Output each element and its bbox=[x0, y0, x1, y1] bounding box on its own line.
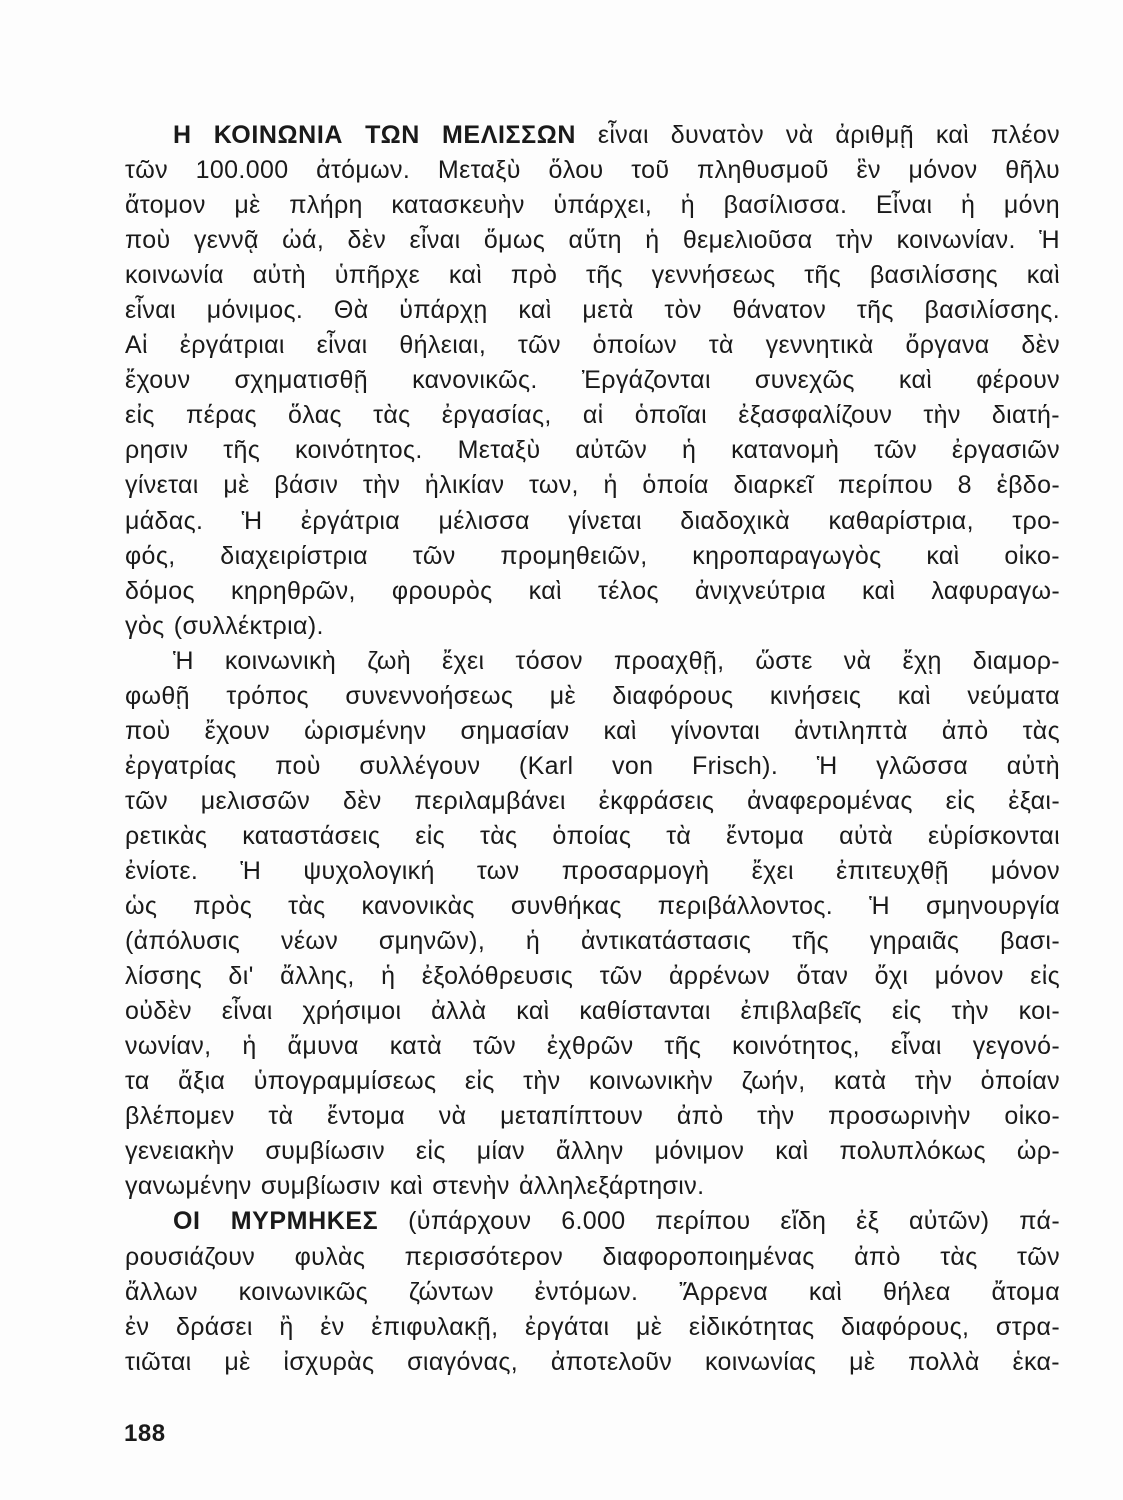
text-line: γίνεται μὲ βάσιν τὴν ἡλικίαν των, ἡ ὁποία διαρκεῖ περίπου 8 ἑβδο- bbox=[125, 471, 1060, 500]
text-line: ἐν δράσει ἢ ἐν ἐπιφυλακῇ, ἐργάται μὲ εἰδικότητας διαφόρους, στρα- bbox=[125, 1312, 1060, 1341]
text-line: ποὺ γεννᾷ ὠά, δὲν εἶναι ὅμως αὕτη ἡ θεμελιοῦσα τὴν κοινωνίαν. Ἡ bbox=[125, 226, 1060, 255]
page-number: 188 bbox=[124, 1420, 166, 1447]
text-line: μάδας. Ἡ ἐργάτρια μέλισσα γίνεται διαδοχικὰ καθαρίστρια, τρο- bbox=[125, 506, 1060, 535]
text-line: ἐργατρίας ποὺ συλλέγουν (Karl von Frisch). Ἡ γλῶσσα αὐτὴ bbox=[125, 751, 1060, 780]
text-line: ὡς πρὸς τὰς κανονικὰς συνθήκας περιβάλλοντος. Ἡ σμηνουργία bbox=[125, 892, 1060, 921]
text-line: γὸς (συλλέκτρια). bbox=[125, 611, 324, 640]
text-run: (ὑπάρχουν 6.000 περίπου εἴδη ἐξ αὐτῶν) πά- bbox=[378, 1207, 1060, 1236]
paragraph-bee-communication bbox=[125, 644, 1060, 1205]
text-line: νωνίαν, ἡ ἄμυνα κατὰ τῶν ἐχθρῶν τῆς κοινότητος, εἶναι γεγονό- bbox=[125, 1032, 1060, 1061]
text-line: δόμος κηρηθρῶν, φρουρὸς καὶ τέλος ἀνιχνεύτρια καὶ λαφυραγω- bbox=[125, 576, 1060, 605]
text-line: Αἱ ἐργάτριαι εἶναι θήλειαι, τῶν ὁποίων τὰ γεννητικὰ ὄργανα δὲν bbox=[125, 331, 1060, 360]
text-line: ρετικὰς καταστάσεις εἰς τὰς ὁποίας τὰ ἔντομα αὐτὰ εὑρίσκονται bbox=[125, 821, 1060, 850]
text-line: ἔχουν σχηματισθῇ κανονικῶς. Ἐργάζονται συνεχῶς καὶ φέρουν bbox=[125, 366, 1060, 395]
section-heading-bees: Η ΚΟΙΝΩΝΙΑ ΤΩΝ ΜΕΛΙΣΣΩΝ bbox=[173, 121, 577, 149]
text-line bbox=[125, 1204, 1060, 1239]
text-line: ἄλλων κοινωνικῶς ζώντων ἐντόμων. Ἄρρενα καὶ θήλεα ἄτομα bbox=[125, 1277, 1060, 1306]
paragraph-ants bbox=[125, 1204, 1060, 1379]
text-line: φός, διαχειρίστρια τῶν προμηθειῶν, κηροπαραγωγὸς καὶ οἰκο- bbox=[125, 541, 1060, 570]
text-line: ἐνίοτε. Ἡ ψυχολογική των προσαρμογὴ ἔχει ἐπιτευχθῇ μόνον bbox=[125, 856, 1060, 885]
text-line: εἰς πέρας ὅλας τὰς ἐργασίας, αἱ ὁποῖαι ἐξασφαλίζουν τὴν διατή- bbox=[125, 401, 1060, 430]
text-line: ρουσιάζουν φυλὰς περισσότερον διαφοροποιημένας ἀπὸ τὰς τῶν bbox=[125, 1242, 1060, 1271]
text-line bbox=[125, 118, 1060, 153]
text-line: ἄτομον μὲ πλήρη κατασκευὴν ὑπάρχει, ἡ βασίλισσα. Εἶναι ἡ μόνη bbox=[125, 191, 1060, 220]
text-line: ποὺ ἔχουν ὡρισμένην σημασίαν καὶ γίνονται ἀντιληπτὰ ἀπὸ τὰς bbox=[125, 716, 1060, 745]
text-line: τα ἄξια ὑπογραμμίσεως εἰς τὴν κοινωνικὴν ζωήν, κατὰ τὴν ὁποίαν bbox=[125, 1067, 1060, 1096]
text-line: τῶν 100.000 ἀτόμων. Μεταξὺ ὅλου τοῦ πληθυσμοῦ ἓν μόνον θῆλυ bbox=[125, 156, 1060, 185]
text-line: λίσσης δι' ἄλλης, ἡ ἐξολόθρευσις τῶν ἀρρένων ὅταν ὄχι μόνον εἰς bbox=[125, 962, 1060, 991]
paragraph-bee-society bbox=[125, 118, 1060, 644]
text-line: τῶν μελισσῶν δὲν περιλαμβάνει ἐκφράσεις ἀναφερομένας εἰς ἐξαι- bbox=[125, 786, 1060, 815]
text-line: τιῶται μὲ ἰσχυρὰς σιαγόνας, ἀποτελοῦν κοινωνίας μὲ πολλὰ ἑκα- bbox=[125, 1347, 1060, 1376]
text-line: κοινωνία αὐτὴ ὑπῆρχε καὶ πρὸ τῆς γεννήσεως τῆς βασιλίσσης καὶ bbox=[125, 261, 1060, 290]
text-line: (ἀπόλυσις νέων σμηνῶν), ἡ ἀντικατάστασις τῆς γηραιᾶς βασι- bbox=[125, 927, 1060, 956]
text-line: ρησιν τῆς κοινότητος. Μεταξὺ αὐτῶν ἡ κατανομὴ τῶν ἐργασιῶν bbox=[125, 436, 1060, 465]
text-line: εἶναι μόνιμος. Θὰ ὑπάρχῃ καὶ μετὰ τὸν θάνατον τῆς βασιλίσσης. bbox=[125, 296, 1060, 325]
section-heading-ants: ΟΙ ΜΥΡΜΗΚΕΣ bbox=[173, 1207, 379, 1236]
text-line: γανωμένην συμβίωσιν καὶ στενὴν ἀλληλεξάρτησιν. bbox=[125, 1172, 705, 1201]
text-run: εἶναι δυνατὸν νὰ ἀριθμῇ καὶ πλέον bbox=[576, 121, 1060, 149]
text-line: οὐδὲν εἶναι χρήσιμοι ἀλλὰ καὶ καθίστανται ἐπιβλαβεῖς εἰς τὴν κοι- bbox=[125, 997, 1060, 1026]
text-line: γενειακὴν συμβίωσιν εἰς μίαν ἄλλην μόνιμον καὶ πολυπλόκως ὠρ- bbox=[125, 1137, 1060, 1166]
text-line: Ἡ κοινωνικὴ ζωὴ ἔχει τόσον προαχθῇ, ὥστε νὰ ἔχῃ διαμορ- bbox=[173, 646, 1060, 675]
text-line: βλέπομεν τὰ ἔντομα νὰ μεταπίπτουν ἀπὸ τὴν προσωρινὴν οἰκο- bbox=[125, 1102, 1060, 1131]
body-text bbox=[125, 118, 1060, 1380]
text-line: φωθῇ τρόπος συνεννοήσεως μὲ διαφόρους κινήσεις καὶ νεύματα bbox=[125, 681, 1060, 710]
